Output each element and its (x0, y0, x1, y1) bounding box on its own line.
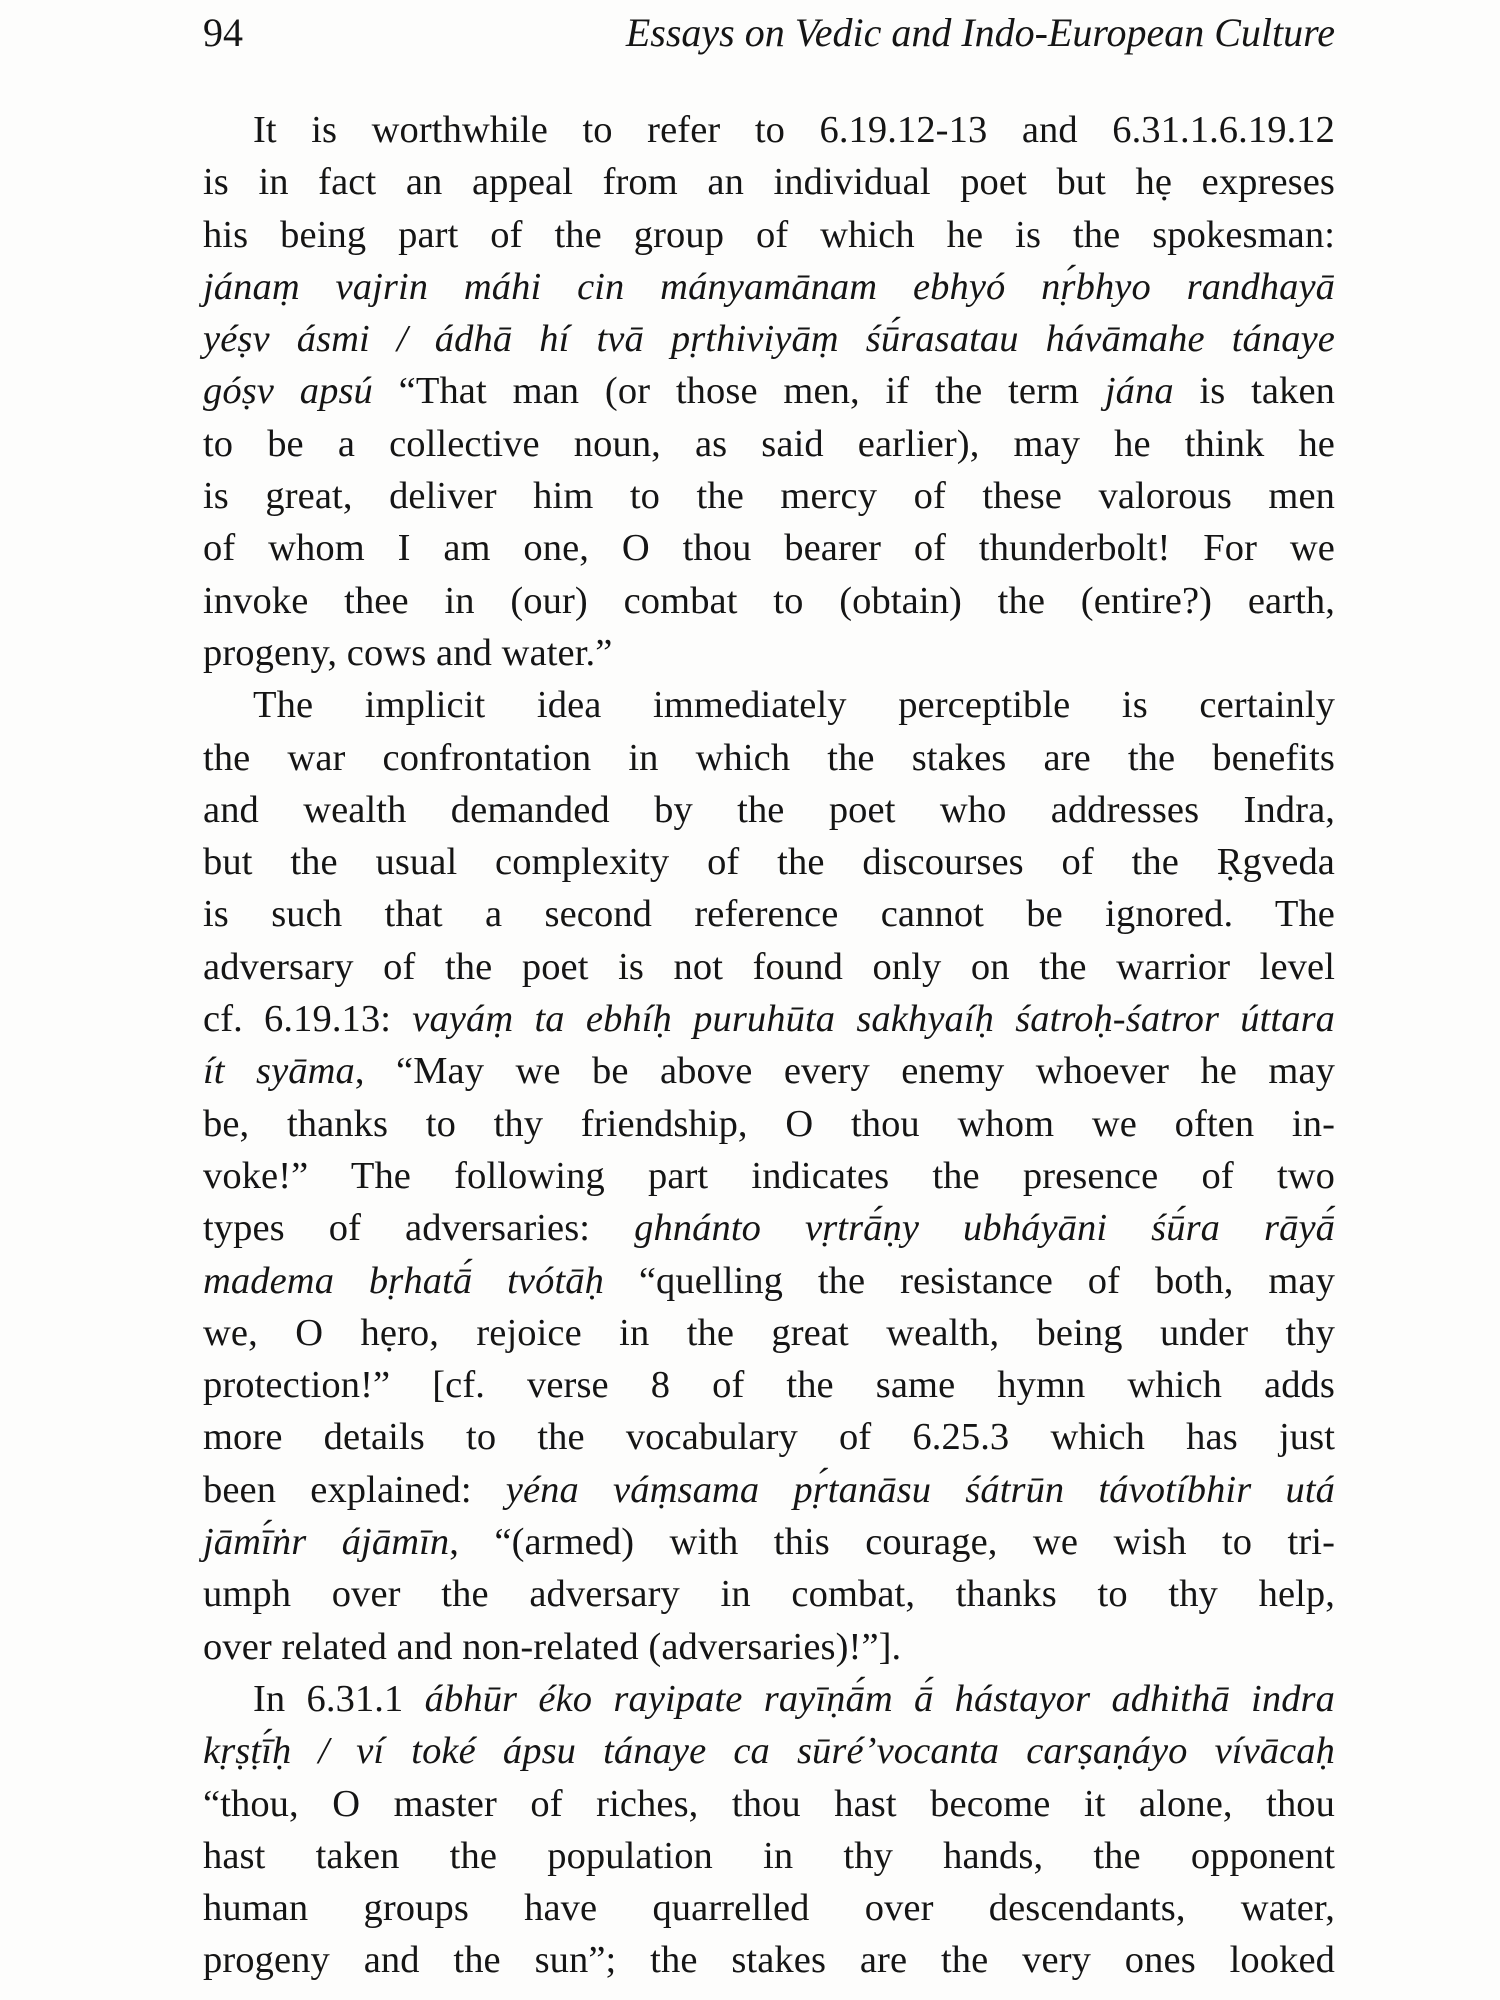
text-line (203, 522, 1335, 574)
text-line (203, 1778, 1335, 1830)
transliteration-text: góṣv apsú (203, 370, 399, 413)
prose-text: human groups have quarrelled over descendants, water, (203, 1887, 1335, 1930)
prose-text: over related and non-related (adversaries)!”]. (203, 1625, 902, 1668)
text-line (203, 104, 1335, 156)
prose-text: It is worthwhile to refer to 6.19.12-13 and 6.31.1.6.19.12 (253, 109, 1335, 151)
text-line (203, 1516, 1335, 1568)
prose-text: types of adversaries: (203, 1207, 635, 1250)
text-line (203, 365, 1335, 417)
text-line (203, 1359, 1335, 1411)
text-line (203, 1673, 1335, 1725)
transliteration-text: jánaṃ vajrin máhi cin mányamānam ebhyó nṛ́bhyo randhayā (203, 265, 1335, 308)
text-line (203, 732, 1335, 784)
text-line (203, 836, 1335, 888)
text-line (203, 1255, 1335, 1307)
prose-text: voke!” The following part indicates the presence of two (203, 1154, 1335, 1197)
text-line (203, 1830, 1335, 1882)
transliteration-text: yéṣv ásmi / ádhā hí tvā pṛthiviyāṃ śū́rasatau hávāmahe tánaye (203, 318, 1335, 361)
prose-text: progeny, cows and water.” (203, 631, 613, 674)
prose-text: hast taken the population in thy hands, the opponent (203, 1834, 1335, 1877)
prose-text: protection!” [cf. verse 8 of the same hymn which adds (203, 1364, 1335, 1407)
text-line (203, 1202, 1335, 1254)
prose-text: the war confrontation in which the stakes are the benefits (203, 736, 1335, 779)
text-line (203, 1568, 1335, 1620)
prose-text: his being part of the group of which he is the spokesman: (203, 213, 1335, 256)
running-title: Essays on Vedic and Indo-European Culture (625, 10, 1335, 55)
prose-text: we, O hẹro, rejoice in the great wealth, being under thy (203, 1311, 1335, 1354)
text-line (203, 470, 1335, 522)
text-line (203, 941, 1335, 993)
transliteration-text: madema bṛhatā́ tvótāḥ (203, 1259, 604, 1302)
text-line (203, 1934, 1335, 1986)
prose-text: “That man (or those men, if the term (398, 370, 1105, 413)
text-line (203, 627, 1335, 679)
transliteration-text: ít syāma (203, 1050, 355, 1093)
text-line (203, 261, 1335, 313)
text-line (203, 993, 1335, 1045)
prose-text: , “May we be above every enemy whoever he may (354, 1050, 1335, 1093)
prose-text: The implicit idea immediately perceptible is certainly (253, 684, 1335, 727)
text-line (203, 1150, 1335, 1202)
text-line (203, 1882, 1335, 1934)
text-line (203, 418, 1335, 470)
text-line (203, 1098, 1335, 1150)
prose-text: adversary of the poet is not found only on the warrior level (203, 945, 1335, 988)
prose-text: and wealth demanded by the poet who addresses Indra, (203, 788, 1335, 831)
text-line (203, 1045, 1335, 1097)
page-number: 94 (203, 10, 243, 55)
prose-text: cf. 6.19.13: (203, 998, 413, 1041)
text-line (203, 679, 1335, 731)
text-line (203, 1307, 1335, 1359)
text-line (203, 313, 1335, 365)
body-text (203, 104, 1335, 1987)
text-line (203, 1464, 1335, 1516)
transliteration-text: jána (1104, 370, 1174, 413)
prose-text: “thou, O master of riches, thou hast become it alone, thou (203, 1782, 1335, 1825)
text-line (203, 156, 1335, 208)
prose-text: , “(armed) with this courage, we wish to tri- (449, 1521, 1335, 1564)
prose-text: invoke thee in (our) combat to (obtain) the (entire?) earth, (203, 579, 1335, 622)
text-line (203, 209, 1335, 261)
prose-text: been explained: (203, 1468, 506, 1511)
text-line (203, 1725, 1335, 1777)
prose-text: is such that a second reference cannot be ignored. The (203, 893, 1335, 936)
running-head (203, 8, 1335, 58)
prose-text: of whom I am one, O thou bearer of thunderbolt! For we (203, 527, 1335, 570)
prose-text: is in fact an appeal from an individual poet but hẹ expreses (203, 161, 1335, 204)
prose-text: to be a collective noun, as said earlier), may he think he (203, 422, 1335, 465)
prose-text: “quelling the resistance of both, may (603, 1259, 1335, 1302)
prose-text: more details to the vocabulary of 6.25.3 which has just (203, 1416, 1335, 1459)
text-line (203, 784, 1335, 836)
prose-text: is great, deliver him to the mercy of these valorous men (203, 475, 1335, 518)
transliteration-text: ghnánto vṛtrā́ṇy ubháyāni śū́ra rāyā́ (634, 1207, 1335, 1250)
text-line (203, 888, 1335, 940)
text-line (203, 575, 1335, 627)
transliteration-text: yéna váṃsama pṛ́tanāsu śátrūn távotíbhir utá (505, 1468, 1335, 1511)
transliteration-text: vayáṃ ta ebhíḥ puruhūta sakhyaíḥ śatroḥ-śatror úttara (412, 998, 1335, 1041)
prose-text: be, thanks to thy friendship, O thou whom we often in- (203, 1102, 1335, 1145)
prose-text: but the usual complexity of the discourses of the Ṛgveda (203, 841, 1335, 884)
transliteration-text: jāmī́ṅr ájāmīn (203, 1521, 450, 1564)
transliteration-text: ábhūr éko rayipate rayīṇā́m ā́ hástayor adhithā indra (424, 1677, 1335, 1720)
transliteration-text: kṛṣṭī́ḥ / ví toké ápsu tánaye ca sūré’vocanta carṣaṇáyo vívācaḥ (203, 1730, 1335, 1773)
text-line (203, 1621, 1335, 1673)
text-line (203, 1411, 1335, 1463)
prose-text: In 6.31.1 (253, 1677, 425, 1720)
prose-text: is taken (1173, 370, 1335, 413)
prose-text: progeny and the sun”; the stakes are the very ones looked (203, 1939, 1335, 1982)
prose-text: umph over the adversary in combat, thanks to thy help, (203, 1573, 1335, 1616)
